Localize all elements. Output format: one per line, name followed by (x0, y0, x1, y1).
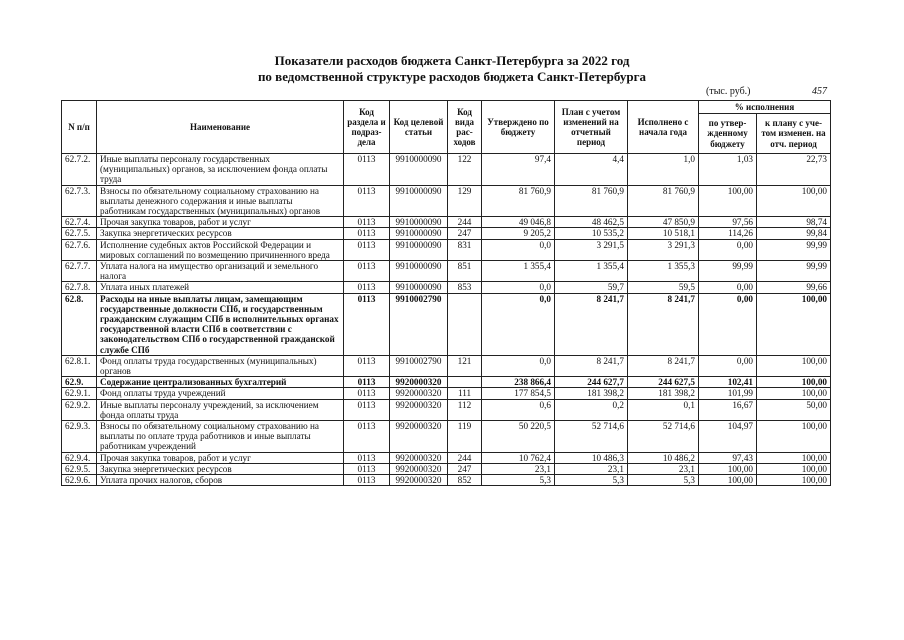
row-approved: 10 762,4 (482, 452, 555, 463)
row-plan: 3 291,5 (555, 239, 628, 260)
row-target-code: 9910002790 (390, 355, 448, 376)
row-section-code: 0113 (344, 475, 390, 486)
row-section-code: 0113 (344, 463, 390, 474)
row-expense-type: 111 (448, 388, 482, 399)
row-name: Уплата налога на имущество организаций и земельного налога (97, 261, 344, 282)
row-number: 62.9.5. (62, 463, 97, 474)
row-name: Фонд оплаты труда учреждений (97, 388, 344, 399)
row-target-code: 9910000090 (390, 282, 448, 293)
row-section-code: 0113 (344, 399, 390, 420)
row-name: Прочая закупка товаров, работ и услуг (97, 452, 344, 463)
row-approved: 9 205,2 (482, 228, 555, 239)
row-approved: 0,0 (482, 282, 555, 293)
row-executed: 8 241,7 (628, 355, 699, 376)
row-pct-approved: 0,00 (699, 355, 757, 376)
row-pct-approved: 102,41 (699, 377, 757, 388)
row-approved: 81 760,9 (482, 185, 555, 217)
row-target-code: 9920000320 (390, 377, 448, 388)
row-pct-plan: 99,99 (757, 239, 831, 260)
row-executed: 1,0 (628, 154, 699, 186)
row-target-code: 9920000320 (390, 452, 448, 463)
table-row (62, 217, 831, 228)
row-number: 62.9.1. (62, 388, 97, 399)
row-target-code: 9910000090 (390, 217, 448, 228)
table-row (62, 185, 831, 217)
row-pct-plan: 100,00 (757, 388, 831, 399)
row-executed: 81 760,9 (628, 185, 699, 217)
row-pct-plan: 100,00 (757, 185, 831, 217)
row-pct-approved: 0,00 (699, 239, 757, 260)
row-name: Закупка энергетических ресурсов (97, 228, 344, 239)
row-expense-type: 852 (448, 475, 482, 486)
row-expense-type: 244 (448, 452, 482, 463)
header-target-code: Код целевой статьи (390, 101, 448, 154)
header-pct-plan: к плану с уче-том изменен. на отч. период (757, 114, 831, 154)
row-section-code: 0113 (344, 261, 390, 282)
header-plan: План с учетом изменений на отчетный период (555, 101, 628, 154)
row-pct-plan: 99,99 (757, 261, 831, 282)
row-name: Закупка энергетических ресурсов (97, 463, 344, 474)
table-row (62, 282, 831, 293)
row-expense-type (448, 293, 482, 355)
row-name: Расходы на иные выплаты лицам, замещающим государственные должности СПб, и государственным гражданским служащим СПб в исполнительных органах государственной власти СПб в соответствии с законодательством СПб о государственной гражданской службе СПб (97, 293, 344, 355)
row-expense-type: 129 (448, 185, 482, 217)
row-target-code: 9910000090 (390, 154, 448, 186)
row-section-code: 0113 (344, 282, 390, 293)
units-label: (тыс. руб.) (706, 86, 751, 97)
row-expense-type: 853 (448, 282, 482, 293)
row-pct-approved: 1,03 (699, 154, 757, 186)
row-name: Уплата прочих налогов, сборов (97, 475, 344, 486)
row-target-code: 9910000090 (390, 228, 448, 239)
row-name: Иные выплаты персоналу учреждений, за исключением фонда оплаты труда (97, 399, 344, 420)
table-row (62, 421, 831, 453)
row-approved: 0,0 (482, 293, 555, 355)
header-expense-type: Код вида рас-ходов (448, 101, 482, 154)
header-section-code: Код раздела и подраз-дела (344, 101, 390, 154)
table-row (62, 239, 831, 260)
header-pct-approved: по утвер-жденному бюджету (699, 114, 757, 154)
row-section-code: 0113 (344, 452, 390, 463)
row-number: 62.9.3. (62, 421, 97, 453)
row-executed: 8 241,7 (628, 293, 699, 355)
row-executed: 5,3 (628, 475, 699, 486)
row-expense-type: 119 (448, 421, 482, 453)
row-executed: 47 850,9 (628, 217, 699, 228)
row-name: Уплата иных платежей (97, 282, 344, 293)
row-number: 62.7.5. (62, 228, 97, 239)
header-num: N п/п (62, 101, 97, 154)
row-pct-approved: 100,00 (699, 463, 757, 474)
row-plan: 181 398,2 (555, 388, 628, 399)
row-section-code: 0113 (344, 293, 390, 355)
table-row (62, 399, 831, 420)
row-pct-approved: 104,97 (699, 421, 757, 453)
row-pct-approved: 101,99 (699, 388, 757, 399)
row-approved: 177 854,5 (482, 388, 555, 399)
row-plan: 8 241,7 (555, 293, 628, 355)
row-name: Исполнение судебных актов Российской Федерации и мировых соглашений по возмещению причиненного вреда (97, 239, 344, 260)
row-executed: 52 714,6 (628, 421, 699, 453)
row-pct-plan: 100,00 (757, 293, 831, 355)
row-number: 62.8.1. (62, 355, 97, 376)
row-pct-approved: 0,00 (699, 293, 757, 355)
row-number: 62.7.6. (62, 239, 97, 260)
row-target-code: 9920000320 (390, 463, 448, 474)
row-pct-approved: 114,26 (699, 228, 757, 239)
table-row (62, 377, 831, 388)
row-plan: 59,7 (555, 282, 628, 293)
row-expense-type: 247 (448, 463, 482, 474)
row-pct-approved: 16,67 (699, 399, 757, 420)
row-approved: 0,0 (482, 239, 555, 260)
row-plan: 5,3 (555, 475, 628, 486)
row-pct-plan: 50,00 (757, 399, 831, 420)
row-target-code: 9910000090 (390, 261, 448, 282)
page-title: Показатели расходов бюджета Санкт-Петербурга за 2022 год (274, 53, 630, 68)
row-approved: 49 046,8 (482, 217, 555, 228)
row-executed: 10 518,1 (628, 228, 699, 239)
row-plan: 8 241,7 (555, 355, 628, 376)
row-approved: 0,6 (482, 399, 555, 420)
row-expense-type: 244 (448, 217, 482, 228)
row-pct-approved: 100,00 (699, 185, 757, 217)
row-target-code: 9920000320 (390, 475, 448, 486)
row-section-code: 0113 (344, 421, 390, 453)
row-section-code: 0113 (344, 388, 390, 399)
row-expense-type: 247 (448, 228, 482, 239)
row-section-code: 0113 (344, 355, 390, 376)
row-section-code: 0113 (344, 228, 390, 239)
table-row (62, 154, 831, 186)
row-section-code: 0113 (344, 185, 390, 217)
row-executed: 10 486,2 (628, 452, 699, 463)
row-plan: 10 486,3 (555, 452, 628, 463)
row-expense-type: 851 (448, 261, 482, 282)
row-executed: 3 291,3 (628, 239, 699, 260)
row-pct-plan: 22,73 (757, 154, 831, 186)
row-number: 62.9.2. (62, 399, 97, 420)
table-row (62, 261, 831, 282)
header-executed: Исполнено с начала года (628, 101, 699, 154)
row-executed: 1 355,3 (628, 261, 699, 282)
row-pct-plan: 99,66 (757, 282, 831, 293)
row-executed: 0,1 (628, 399, 699, 420)
header-name: Наименование (97, 101, 344, 154)
table-row (62, 228, 831, 239)
row-plan: 0,2 (555, 399, 628, 420)
row-expense-type: 122 (448, 154, 482, 186)
row-section-code: 0113 (344, 239, 390, 260)
row-expense-type: 112 (448, 399, 482, 420)
row-name: Иные выплаты персоналу государственных (муниципальных) органов, за исключением фонда оплаты труда (97, 154, 344, 186)
row-number: 62.9.4. (62, 452, 97, 463)
row-approved: 50 220,5 (482, 421, 555, 453)
header-approved: Утверждено по бюджету (482, 101, 555, 154)
row-target-code: 9910000090 (390, 239, 448, 260)
row-plan: 81 760,9 (555, 185, 628, 217)
table-row (62, 452, 831, 463)
row-pct-approved: 97,43 (699, 452, 757, 463)
row-pct-plan: 100,00 (757, 377, 831, 388)
row-number: 62.9.6. (62, 475, 97, 486)
row-section-code: 0113 (344, 154, 390, 186)
row-pct-plan: 100,00 (757, 355, 831, 376)
row-pct-approved: 99,99 (699, 261, 757, 282)
row-executed: 23,1 (628, 463, 699, 474)
row-approved: 23,1 (482, 463, 555, 474)
row-target-code: 9910000090 (390, 185, 448, 217)
row-target-code: 9910002790 (390, 293, 448, 355)
table-row (62, 293, 831, 355)
row-executed: 181 398,2 (628, 388, 699, 399)
row-target-code: 9920000320 (390, 388, 448, 399)
row-name: Фонд оплаты труда государственных (муниципальных) органов (97, 355, 344, 376)
page-number: 457 (812, 86, 827, 97)
row-plan: 10 535,2 (555, 228, 628, 239)
row-expense-type: 831 (448, 239, 482, 260)
row-expense-type: 121 (448, 355, 482, 376)
row-plan: 23,1 (555, 463, 628, 474)
row-number: 62.7.2. (62, 154, 97, 186)
row-executed: 59,5 (628, 282, 699, 293)
header-percent-group: % исполнения (699, 101, 831, 114)
row-approved: 0,0 (482, 355, 555, 376)
table-row (62, 355, 831, 376)
row-number: 62.7.4. (62, 217, 97, 228)
row-section-code: 0113 (344, 217, 390, 228)
row-pct-plan: 100,00 (757, 421, 831, 453)
row-plan: 4,4 (555, 154, 628, 186)
page-subtitle: по ведомственной структуре расходов бюджета Санкт-Петербурга (257, 69, 647, 84)
row-pct-plan: 98,74 (757, 217, 831, 228)
row-target-code: 9920000320 (390, 399, 448, 420)
row-number: 62.9. (62, 377, 97, 388)
row-section-code: 0113 (344, 377, 390, 388)
row-approved: 238 866,4 (482, 377, 555, 388)
row-target-code: 9920000320 (390, 421, 448, 453)
row-pct-approved: 97,56 (699, 217, 757, 228)
row-pct-plan: 100,00 (757, 475, 831, 486)
table-body (62, 154, 831, 486)
row-name: Взносы по обязательному социальному страхованию на выплаты по оплате труда работников и иные выплаты работникам учреждений (97, 421, 344, 453)
row-plan: 48 462,5 (555, 217, 628, 228)
row-expense-type (448, 377, 482, 388)
row-name: Прочая закупка товаров, работ и услуг (97, 217, 344, 228)
table-row (62, 463, 831, 474)
table-row (62, 475, 831, 486)
row-number: 62.7.3. (62, 185, 97, 217)
row-name: Взносы по обязательному социальному страхованию на выплаты денежного содержания и иные выплаты работникам государственных (муниципальных) органов (97, 185, 344, 217)
row-pct-plan: 100,00 (757, 452, 831, 463)
row-plan: 244 627,7 (555, 377, 628, 388)
row-executed: 244 627,5 (628, 377, 699, 388)
row-plan: 52 714,6 (555, 421, 628, 453)
row-pct-approved: 0,00 (699, 282, 757, 293)
budget-table (61, 100, 831, 486)
row-approved: 1 355,4 (482, 261, 555, 282)
row-plan: 1 355,4 (555, 261, 628, 282)
row-number: 62.8. (62, 293, 97, 355)
table-row (62, 388, 831, 399)
row-pct-plan: 100,00 (757, 463, 831, 474)
row-approved: 97,4 (482, 154, 555, 186)
row-number: 62.7.7. (62, 261, 97, 282)
row-approved: 5,3 (482, 475, 555, 486)
row-pct-approved: 100,00 (699, 475, 757, 486)
row-pct-plan: 99,84 (757, 228, 831, 239)
row-name: Содержание централизованных бухгалтерий (97, 377, 344, 388)
row-number: 62.7.8. (62, 282, 97, 293)
